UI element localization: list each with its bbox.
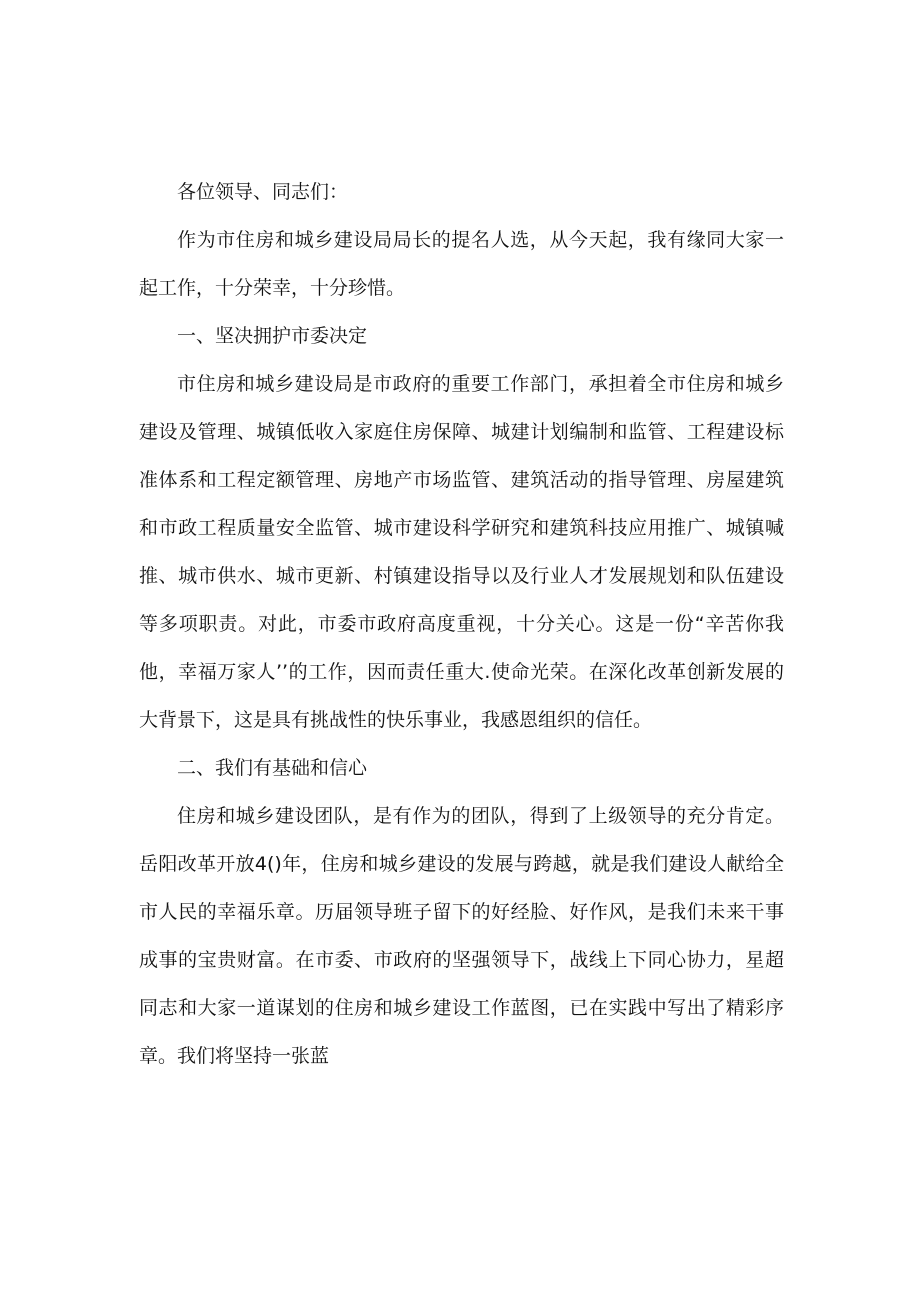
section-heading: 二、我们有基础和信心 [177,757,368,779]
body-paragraph: 作为市住房和城乡建设局局长的提名人选，从今天起，我有缘同大家一起工作，十分荣幸，十分珍惜。 [139,229,784,299]
document-body [139,168,784,1080]
salutation: 各位领导、同志们： [177,181,349,203]
section-heading: 一、坚决拥护市委决定 [177,325,368,347]
body-paragraph: 市住房和城乡建设局是市政府的重要工作部门，承担着全市住房和城乡建设及管理、城镇低收入家庭住房保障、城建计划编制和监管、工程建设标准体系和工程定额管理、房地产市场监管、建筑活动的指导管理、房屋建筑和市政工程质量安全监管、城市建设科学研究和建筑科技应用推广、城镇喊推、城市供水、城市更新、村镇建设指导以及行业人才发展规划和队伍建设等多项职责。对此，市委市政府高度重视，十分关心。这是一份“辛苦你我他，幸福万家人’’的工作，因而责任重大.使命光荣。在深化改革创新发展的大背景下，这是具有挑战性的快乐事业，我感恩组织的信任。 [139,373,784,731]
body-paragraph: 住房和城乡建设团队，是有作为的团队，得到了上级领导的充分肯定。岳阳改革开放4()年，住房和城乡建设的发展与跨越，就是我们建设人献给全市人民的幸福乐章。历届领导班子留下的好经脸、好作风，是我们未来干事成事的宝贵财富。在市委、市政府的坚强领导下，战线上下同心协力，星超同志和大家一道谋划的住房和城乡建设工作蓝图，已在实践中写出了精彩序章。我们将坚持一张蓝 [139,805,784,1067]
